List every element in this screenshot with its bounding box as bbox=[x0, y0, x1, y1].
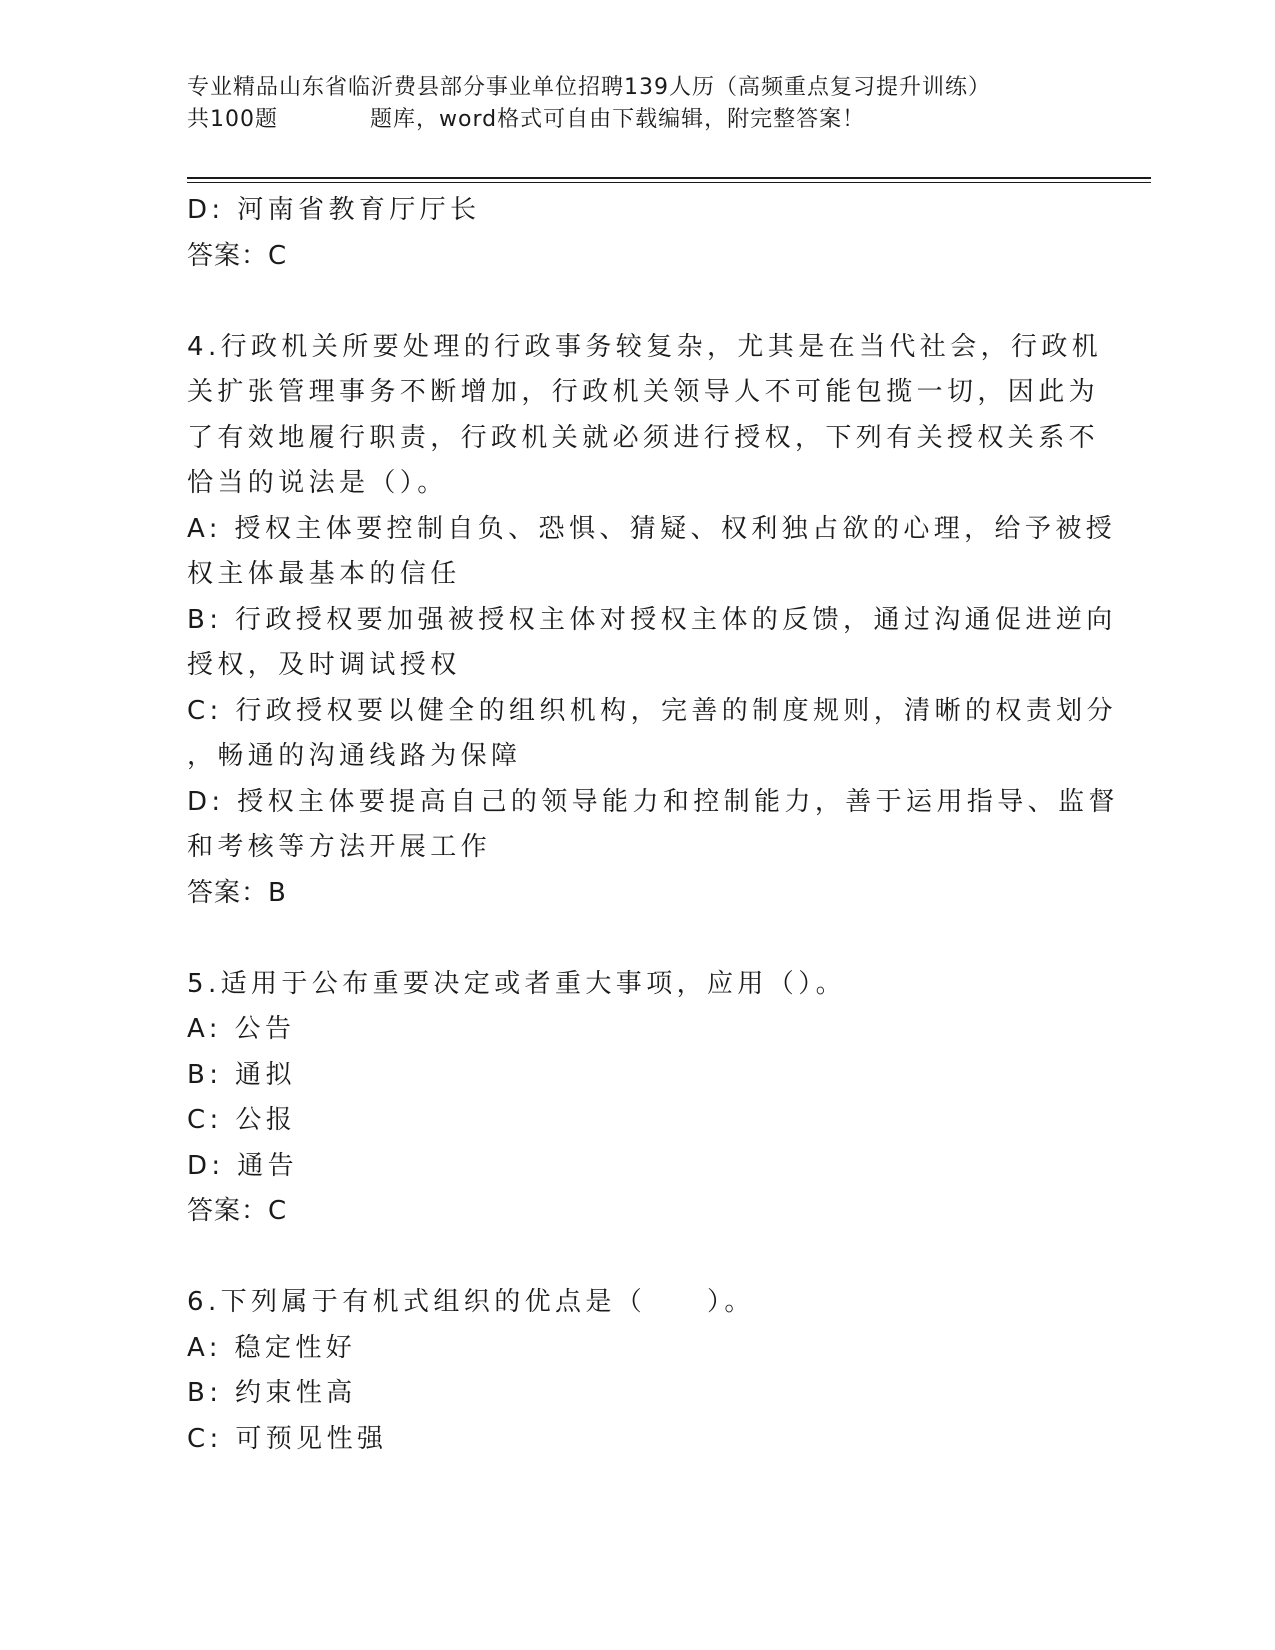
header-title: 专业精品山东省临沂费县部分事业单位招聘139人历（高频重点复习提升训练） bbox=[187, 75, 991, 100]
option-b: B: 约束性高 bbox=[187, 1378, 357, 1408]
question-stem: 5.适用于公布重要决定或者重大事项，应用（）。 bbox=[187, 968, 847, 999]
option-d-cont: 和考核等方法开展工作 bbox=[187, 832, 492, 862]
question-stem-line: 4.行政机关所要处理的行政事务较复杂，尤其是在当代社会，行政机 bbox=[187, 331, 1103, 362]
header-description: 题库，word格式可自由下载编辑，附完整答案！ bbox=[370, 107, 866, 132]
option-c: C: 可预见性强 bbox=[187, 1423, 388, 1454]
question-6 bbox=[187, 1280, 1087, 1462]
option-b: B: 行政授权要加强被授权主体对授权主体的反馈，通过沟通促进逆向 bbox=[187, 604, 1117, 635]
answer: 答案：C bbox=[187, 1196, 288, 1226]
option-b: B: 通拟 bbox=[187, 1059, 296, 1090]
question-3-tail bbox=[187, 188, 1087, 279]
option-d: D: 通告 bbox=[187, 1150, 299, 1181]
header-subtitle bbox=[187, 104, 1107, 136]
option-b-cont: 授权，及时调试授权 bbox=[187, 650, 461, 680]
option-a-cont: 权主体最基本的信任 bbox=[187, 559, 461, 589]
header-divider-thick bbox=[187, 177, 1151, 179]
question-stem-line: 恰当的说法是（）。 bbox=[187, 468, 448, 498]
document-header bbox=[187, 72, 1107, 136]
question-stem: 6.下列属于有机式组织的优点是（ ）。 bbox=[187, 1287, 755, 1317]
option-a: A: 稳定性好 bbox=[187, 1332, 357, 1363]
answer: 答案：B bbox=[187, 877, 287, 908]
option-d: D: 河南省教育厅厅长 bbox=[187, 195, 481, 225]
question-stem-line: 关扩张管理事务不断增加，行政机关领导人不可能包揽一切，因此为 bbox=[187, 377, 1100, 407]
question-5 bbox=[187, 962, 1087, 1235]
question-4 bbox=[187, 325, 1119, 917]
question-stem-line: 了有效地履行职责，行政机关就必须进行授权，下列有关授权关系不 bbox=[187, 422, 1100, 453]
option-c: C: 公报 bbox=[187, 1105, 297, 1135]
option-a: A: 授权主体要控制自负、恐惧、猜疑、权利独占欲的心理，给予被授 bbox=[187, 513, 1117, 544]
header-divider-thin bbox=[187, 182, 1151, 183]
option-c-cont: ，畅通的沟通线路为保障 bbox=[187, 741, 522, 771]
question-list bbox=[187, 188, 1119, 1462]
answer: 答案：C bbox=[187, 240, 288, 271]
option-c: C: 行政授权要以健全的组织机构，完善的制度规则，清晰的权责划分 bbox=[187, 695, 1117, 726]
header-question-count: 共100题 bbox=[187, 107, 278, 132]
option-a: A: 公告 bbox=[187, 1014, 296, 1044]
option-d: D: 授权主体要提高自己的领导能力和控制能力，善于运用指导、监督 bbox=[187, 786, 1119, 817]
